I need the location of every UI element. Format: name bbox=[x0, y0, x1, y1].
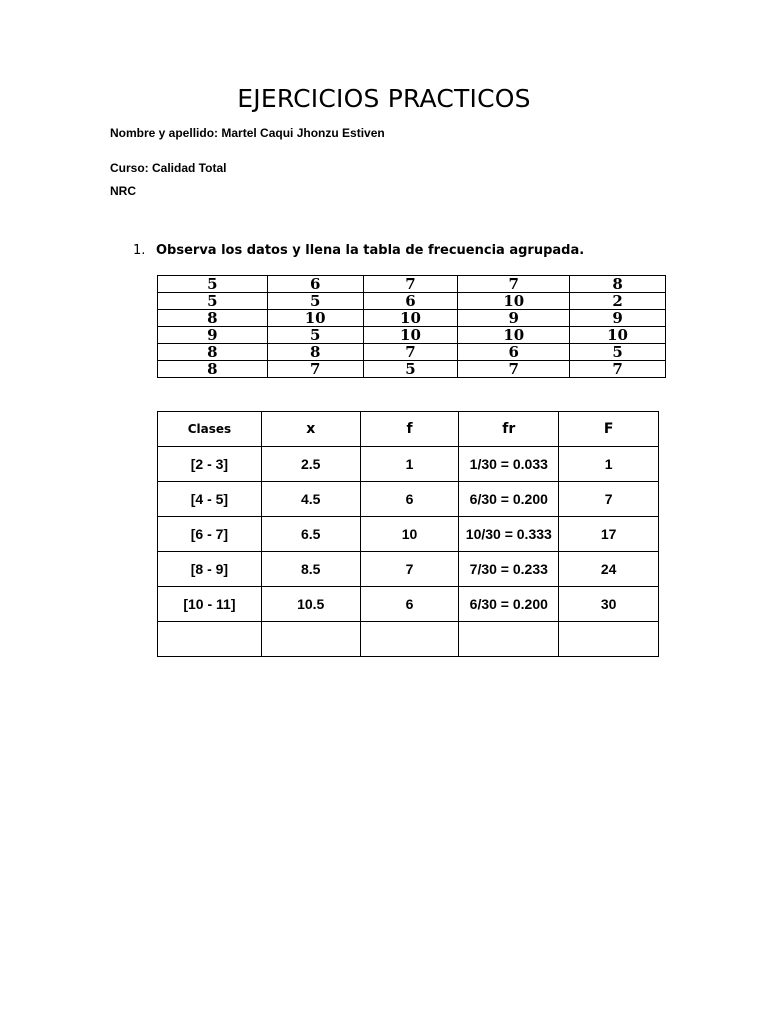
table-row bbox=[158, 293, 666, 310]
table-cell: 6/30 = 0.200 bbox=[459, 482, 559, 517]
table-cell: 17 bbox=[559, 517, 659, 552]
table-cell: 7 bbox=[360, 552, 459, 587]
table-cell: 5 bbox=[570, 344, 666, 361]
table-row bbox=[158, 447, 659, 482]
table-cell: 6 bbox=[267, 276, 363, 293]
table-row bbox=[158, 622, 659, 657]
exercise-number: 1. bbox=[133, 243, 146, 258]
table-cell: 5 bbox=[267, 327, 363, 344]
table-cell: 9 bbox=[570, 310, 666, 327]
table-cell: 10.5 bbox=[261, 587, 360, 622]
table-cell: 6 bbox=[360, 482, 459, 517]
header-fr: fr bbox=[459, 412, 559, 447]
student-name: Nombre y apellido: Martel Caqui Jhonzu Estiven bbox=[110, 126, 385, 140]
table-cell: 5 bbox=[363, 361, 458, 378]
table-cell bbox=[261, 622, 360, 657]
table-cell bbox=[459, 622, 559, 657]
table-cell: [4 - 5] bbox=[158, 482, 262, 517]
table-cell: 10 bbox=[570, 327, 666, 344]
table-cell bbox=[360, 622, 459, 657]
table-cell: 4.5 bbox=[261, 482, 360, 517]
table-row bbox=[158, 310, 666, 327]
table-cell: 6 bbox=[363, 293, 458, 310]
table-cell: 2 bbox=[570, 293, 666, 310]
table-cell: 7/30 = 0.233 bbox=[459, 552, 559, 587]
table-cell: 5 bbox=[158, 276, 268, 293]
table-row bbox=[158, 587, 659, 622]
table-cell: 8 bbox=[267, 344, 363, 361]
table-cell: 10 bbox=[267, 310, 363, 327]
table-row bbox=[158, 552, 659, 587]
table-cell: 8 bbox=[158, 361, 268, 378]
frequency-table-header bbox=[158, 412, 659, 447]
header-cumulative-f: F bbox=[559, 412, 659, 447]
table-cell: 9 bbox=[458, 310, 570, 327]
table-row bbox=[158, 517, 659, 552]
table-cell: 7 bbox=[363, 276, 458, 293]
table-cell: 1 bbox=[360, 447, 459, 482]
table-cell: 1/30 = 0.033 bbox=[459, 447, 559, 482]
table-cell: 7 bbox=[458, 276, 570, 293]
table-cell: 8 bbox=[158, 310, 268, 327]
table-cell: 5 bbox=[267, 293, 363, 310]
header-clases: Clases bbox=[158, 412, 262, 447]
table-cell: 10 bbox=[363, 327, 458, 344]
table-cell: 1 bbox=[559, 447, 659, 482]
table-cell bbox=[158, 622, 262, 657]
nrc-label: NRC bbox=[110, 184, 136, 198]
header-f: f bbox=[360, 412, 459, 447]
table-cell: 5 bbox=[158, 293, 268, 310]
table-cell: 2.5 bbox=[261, 447, 360, 482]
header-x: x bbox=[261, 412, 360, 447]
exercise-instruction bbox=[133, 243, 584, 258]
page-title: EJERCICIOS PRACTICOS bbox=[237, 84, 531, 113]
table-cell: 24 bbox=[559, 552, 659, 587]
table-cell: 8.5 bbox=[261, 552, 360, 587]
table-row bbox=[158, 344, 666, 361]
table-row bbox=[158, 276, 666, 293]
table-cell: 8 bbox=[570, 276, 666, 293]
table-cell: 7 bbox=[458, 361, 570, 378]
table-cell: 7 bbox=[559, 482, 659, 517]
frequency-table bbox=[157, 411, 659, 657]
table-cell: 10 bbox=[360, 517, 459, 552]
table-row bbox=[158, 361, 666, 378]
raw-data-table bbox=[157, 275, 666, 378]
table-cell: [8 - 9] bbox=[158, 552, 262, 587]
table-cell: [10 - 11] bbox=[158, 587, 262, 622]
table-cell: 7 bbox=[570, 361, 666, 378]
table-cell: [2 - 3] bbox=[158, 447, 262, 482]
table-cell: 10 bbox=[363, 310, 458, 327]
table-row bbox=[158, 482, 659, 517]
table-cell: 6/30 = 0.200 bbox=[459, 587, 559, 622]
table-cell: 10 bbox=[458, 293, 570, 310]
table-cell: [6 - 7] bbox=[158, 517, 262, 552]
table-cell: 10/30 = 0.333 bbox=[459, 517, 559, 552]
course-name: Curso: Calidad Total bbox=[110, 161, 227, 175]
table-row bbox=[158, 327, 666, 344]
table-cell: 7 bbox=[267, 361, 363, 378]
table-cell: 6 bbox=[360, 587, 459, 622]
table-cell: 6.5 bbox=[261, 517, 360, 552]
table-cell: 9 bbox=[158, 327, 268, 344]
table-cell: 8 bbox=[158, 344, 268, 361]
table-cell: 7 bbox=[363, 344, 458, 361]
table-cell: 10 bbox=[458, 327, 570, 344]
table-cell: 6 bbox=[458, 344, 570, 361]
table-cell: 30 bbox=[559, 587, 659, 622]
table-cell bbox=[559, 622, 659, 657]
exercise-text: Observa los datos y llena la tabla de frecuencia agrupada. bbox=[156, 243, 585, 258]
